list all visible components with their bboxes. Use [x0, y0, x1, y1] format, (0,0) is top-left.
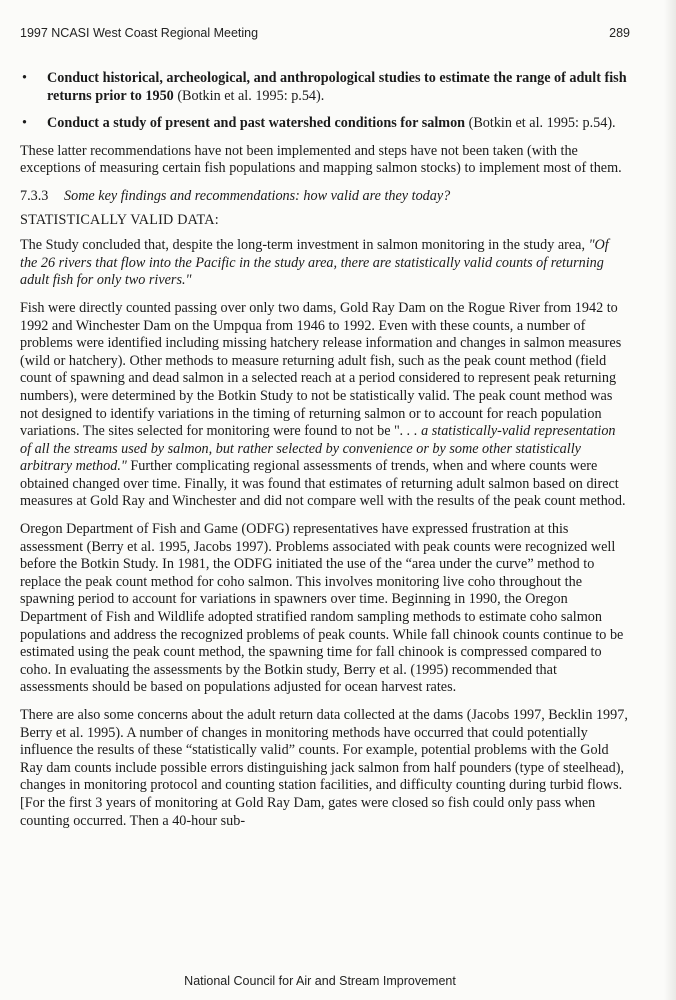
subheading: STATISTICALLY VALID DATA: [20, 211, 219, 228]
list-item [20, 70, 628, 105]
bullet-icon: • [22, 115, 27, 132]
paragraph-study-conclusion [20, 237, 628, 290]
section-title: Some key findings and recommendations: how valid are they today? [64, 187, 451, 204]
list-item [20, 115, 628, 133]
list-item-bold: Conduct a study of present and past watershed conditions for salmon [47, 115, 466, 132]
recommendation-list [20, 70, 628, 133]
header-title: 1997 NCASI West Coast Regional Meeting [20, 26, 259, 40]
paragraph-quote: . . . a statistically-valid representation of all the streams used by salmon, but rather selected by convenience or by some other statistically arbitrary method." [20, 423, 616, 475]
paragraph-text: Further complicating regional assessments of trends, when and where counts were obtained changed over time. Finally, it was found that estimates of returning adult salmon based on direct measures at Gold Ray and Winchester and did not compare well with the results of the peak count method. [20, 458, 626, 510]
section-heading [20, 188, 628, 206]
bullet-icon: • [22, 70, 27, 86]
paragraph-dam-concerns: There are also some concerns about the adult return data collected at the dams (Jacobs 1997, Becklin 1997, Berry et al. 1995). A number of changes in monitoring methods have occurred that could potentially influence the results of these “statistically valid” counts. For example, potential problems with the Gold Ray dam counts include possible errors distinguishing jack salmon from half pounders (type of steelhead), changes in monitoring protocol and counting station facilities, and difficulty counting during turbid flows. [For the first 3 years of monitoring at Gold Ray Dam, gates were closed so fish could only pass when counting occurred. Then a 40-hour sub- [20, 707, 628, 829]
paragraph-odfg: Oregon Department of Fish and Game (ODFG) representatives have expressed frustration at this assessment (Berry et al. 1995, Jacobs 1997). Problems associated with peak counts were recognized well before the Botkin Study. In 1981, the ODFG initiated the use of the “area under the curve” method to replace the peak count method for coho salmon. This involves monitoring live coho throughout the spawning period to account for variations in spawners over time. Beginning in 1990, the Oregon Department of Fish and Wildlife adopted stratified random sampling methods to estimate coho salmon populations and address the recognized problems of peak counts. While fall chinook counts continue to be estimated using the peak count method, the spawning time for fall chinook is compressed compared to coho. In evaluating the assessments by the Botkin study, Berry et al. (1995) recommended that assessments should be based on populations adjusted for ocean harvest rates. [20, 521, 624, 696]
page-edge-shadow [664, 0, 676, 1000]
page-footer: National Council for Air and Stream Improvement [184, 974, 456, 988]
paragraph-recommendations: These latter recommendations have not been implemented and steps have not been taken (with the exceptions of measuring certain fish populations and mapping salmon stocks) to implement most of them. [20, 142, 622, 177]
paragraph-direct-counts [20, 300, 628, 511]
paragraph-text: Fish were directly counted passing over only two dams, Gold Ray Dam on the Rogue River from 1942 to 1992 and Winchester Dam on the Umpqua from 1946 to 1992. Even with these counts, a number of problems were identified including missing hatchery release information and changes in salmon measures (wild or hatchery). Other methods to measure returning adult fish, such as the peak count method (field count of spawning and dead salmon in a selected reach at a period considered to represent peak returning numbers), were determined by the Botkin Study to not be statistically valid. The peak count method was not designed to identify variations in the timing of returning salmon or to account for reach population variations. The sites selected for monitoring were found to not be " [20, 299, 622, 440]
page-header [20, 26, 630, 40]
page-number: 289 [609, 26, 630, 40]
page-body [20, 70, 628, 840]
section-number: 7.3.3 [20, 187, 49, 204]
paragraph-text: The Study concluded that, despite the long-term investment in salmon monitoring in the study area, [20, 237, 589, 254]
paragraph-quote: "Of the 26 rivers that flow into the Pacific in the study area, there are statistically valid counts of returning adult fish for only two rivers." [20, 237, 609, 289]
list-item-citation: (Botkin et al. 1995: p.54). [465, 115, 616, 132]
list-item-bold: Conduct historical, archeological, and anthropological studies to estimate the range of adult fish returns prior to 1950 [47, 70, 627, 104]
list-item-citation: (Botkin et al. 1995: p.54). [173, 87, 325, 104]
